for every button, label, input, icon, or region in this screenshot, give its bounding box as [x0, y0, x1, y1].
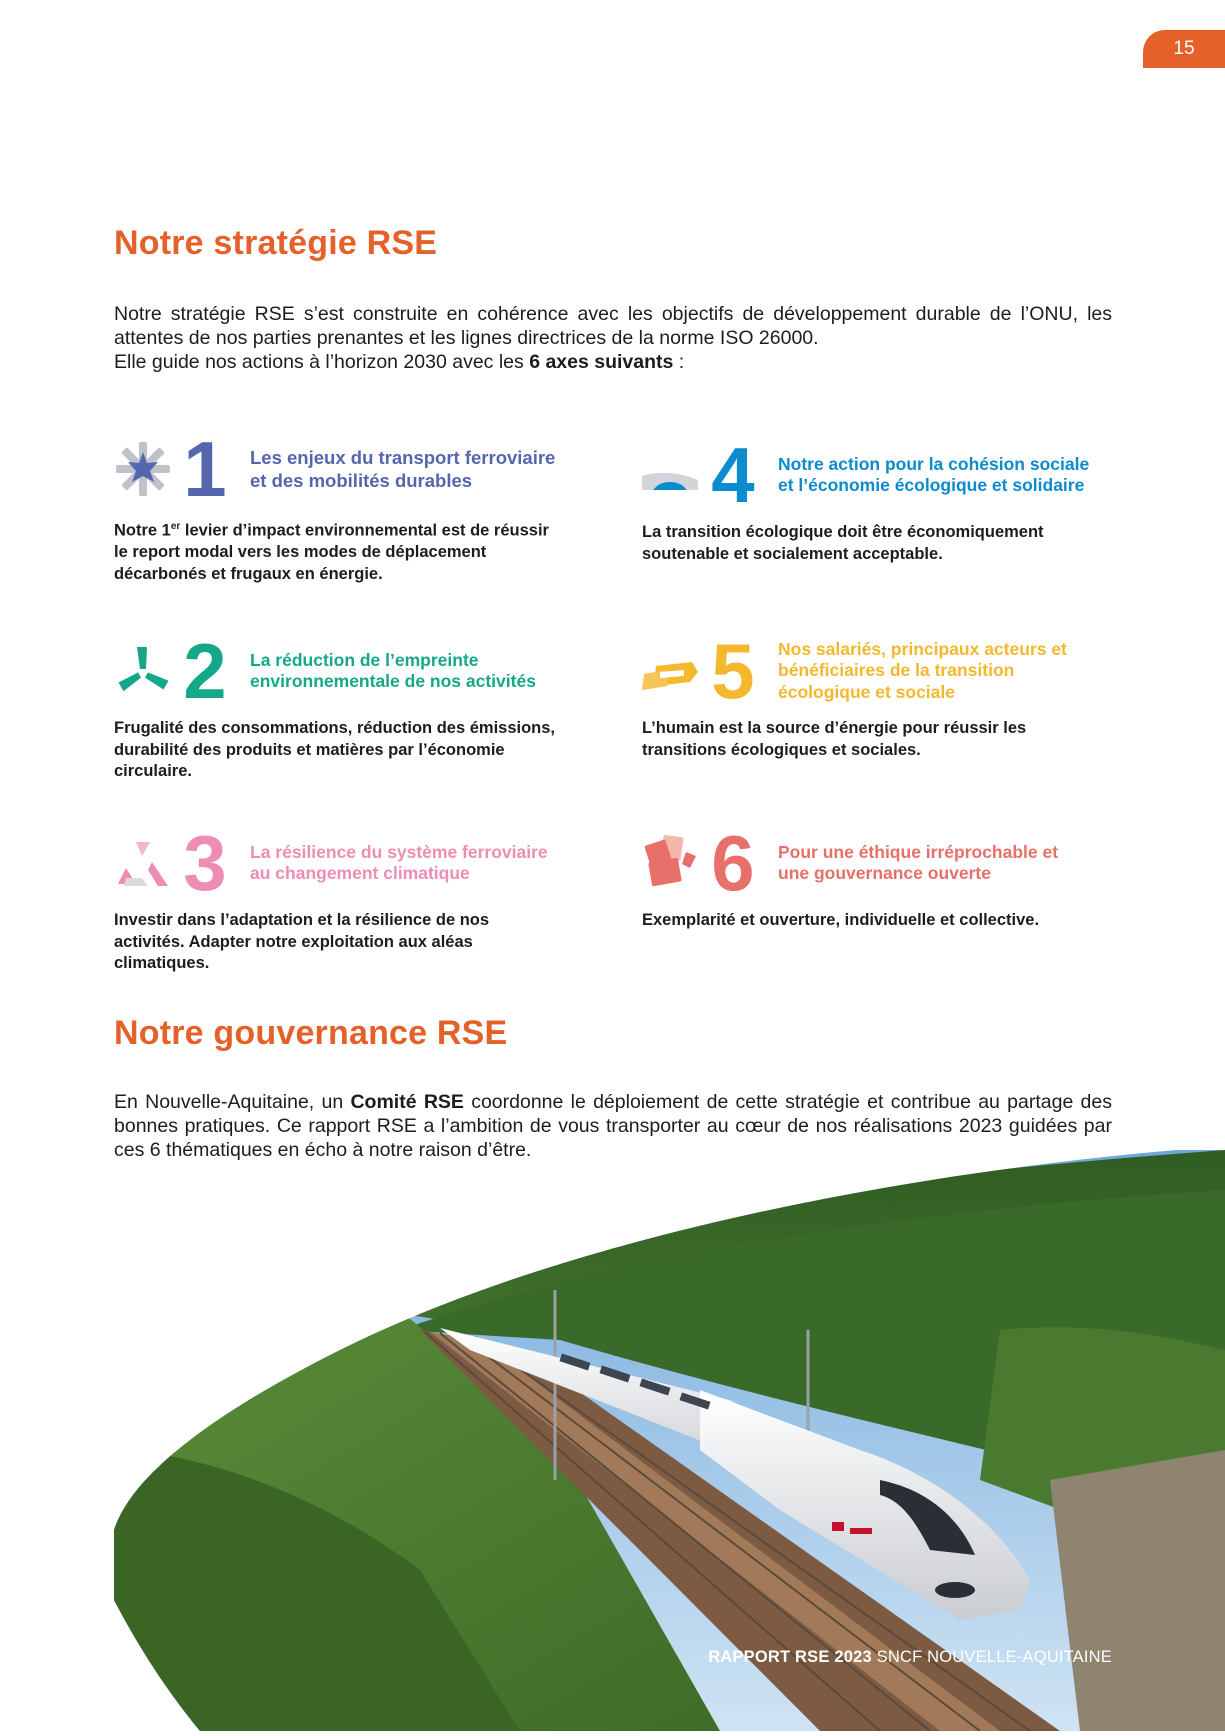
train-photo — [0, 1150, 1225, 1731]
intro-prefix: Elle guide nos actions à l’horizon 2030 avec les — [114, 351, 530, 373]
axis-description: Investir dans l’adaptation et la résilience de nos activités. Adapter notre exploitation aux aléas climatiques. — [114, 911, 490, 972]
desc-prefix: Notre 1 — [114, 521, 171, 540]
stacked-cards-icon — [642, 834, 700, 892]
axis-6 — [642, 819, 1092, 932]
axis-2 — [114, 627, 564, 783]
star-burst-icon — [114, 440, 172, 498]
axis-title: Nos salariés, principaux acteurs et bénéficiaires de la transition écologique et sociale — [778, 638, 1067, 702]
axis-number: 3 — [183, 819, 227, 907]
axis-1 — [114, 425, 564, 585]
gov-prefix: En Nouvelle-Aquitaine, un — [114, 1091, 351, 1113]
strategy-intro-line2 — [114, 350, 1112, 374]
axis-4 — [642, 431, 1092, 565]
axis-description: Exemplarité et ouverture, individuelle et collective. — [642, 911, 1040, 929]
axis-3 — [114, 819, 564, 975]
axis-5 — [642, 627, 1092, 761]
tri-leaf-icon — [114, 642, 172, 700]
axis-number: 4 — [711, 431, 755, 519]
axis-number: 1 — [183, 425, 227, 513]
axis-number: 2 — [183, 627, 227, 715]
axis-title: Pour une éthique irréprochable et une gouvernance ouverte — [778, 841, 1059, 883]
axis-number: 5 — [711, 627, 755, 715]
page-number: 15 — [1173, 38, 1195, 59]
footer-regular: SNCF NOUVELLE-AQUITAINE — [871, 1648, 1112, 1666]
page-number-tab — [1143, 30, 1225, 68]
desc-sup: er — [170, 521, 181, 532]
arch-icon — [642, 446, 700, 504]
triangle-arrows-icon — [114, 834, 172, 892]
ribbon-icon — [642, 642, 700, 700]
gov-bold: Comité RSE — [350, 1091, 464, 1113]
axis-number: 6 — [711, 819, 755, 907]
axis-title: Notre action pour la cohésion sociale et l’économie écologique et solidaire — [778, 453, 1090, 495]
axis-title: Les enjeux du transport ferroviaire et des mobilités durables — [250, 447, 556, 491]
intro-suffix: : — [673, 351, 685, 373]
axis-description: L’humain est la source d’énergie pour réussir les transitions écologiques et sociales. — [642, 719, 1027, 759]
strategy-intro-line1: Notre stratégie RSE s’est construite en cohérence avec les objectifs de développement durable de l’ONU, les attentes de nos parties prenantes et les lignes directrices de la norme ISO 26000. — [114, 303, 1112, 349]
governance-title: Notre gouvernance RSE — [114, 1014, 508, 1052]
footer-bold: RAPPORT RSE 2023 — [708, 1648, 872, 1666]
desc-text: levier d’impact environnemental est de réussir le report modal vers les modes de déplacement décarbonés et frugaux en énergie. — [114, 521, 549, 583]
gov-suffix: coordonne le déploiement de cette stratégie et contribue au partage des bonnes pratiques. Ce rapport RSE a l’ambition de vous transporter au cœur de nos réalisations 2023 guidées par ces 6 thématiques en écho à notre raison d’être. — [114, 1091, 1112, 1161]
train-landscape-image — [0, 1150, 1225, 1731]
footer-report-label — [708, 1648, 1112, 1667]
strategy-title: Notre stratégie RSE — [114, 224, 438, 262]
axis-description — [114, 516, 564, 585]
strategy-intro — [114, 302, 1112, 374]
intro-bold: 6 axes suivants — [529, 351, 674, 373]
axis-title: La résilience du système ferroviaire au changement climatique — [250, 841, 548, 883]
axis-description: Frugalité des consommations, réduction des émissions, durabilité des produits et matières par l’économie circulaire. — [114, 719, 556, 780]
axis-title: La réduction de l’empreinte environnementale de nos activités — [250, 649, 536, 691]
axis-description: La transition écologique doit être économiquement soutenable et socialement acceptable. — [642, 523, 1044, 563]
